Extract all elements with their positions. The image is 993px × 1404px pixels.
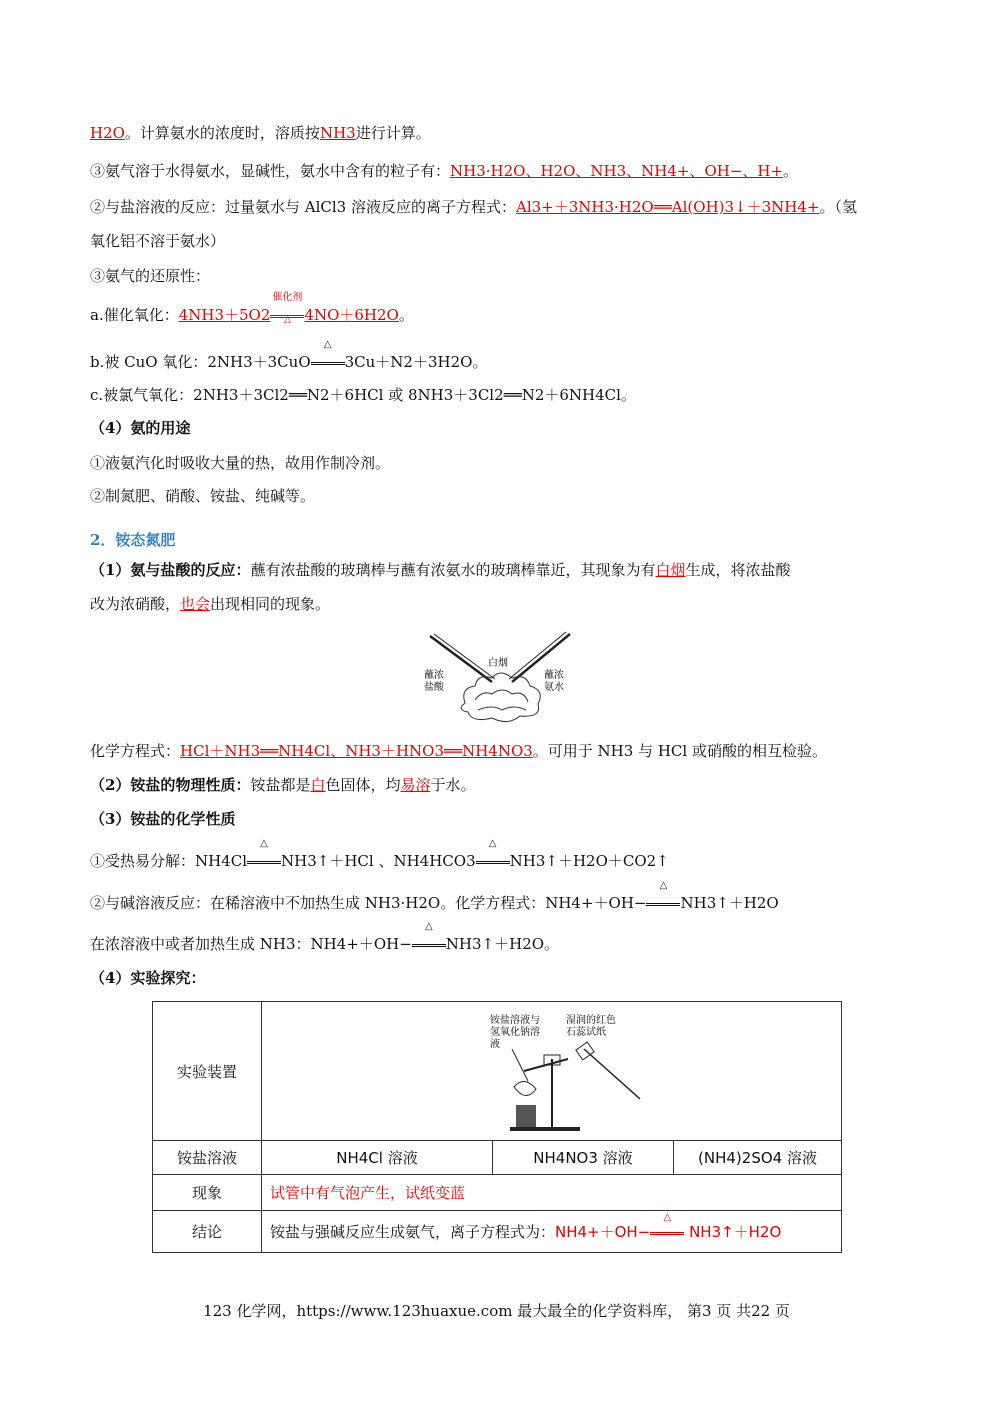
text: 在浓溶液中或者加热生成 NH3：NH4+＋OH− xyxy=(90,935,412,953)
table-cell: NH4Cl 溶液 xyxy=(262,1141,493,1175)
section-heading: （3）铵盐的化学性质 xyxy=(90,810,236,828)
text: b.被 CuO 氧化：2NH3＋3CuO xyxy=(90,353,311,371)
label-litmus: 湿润的红色 xyxy=(566,1014,616,1026)
text-line xyxy=(90,740,827,762)
answer: 白 xyxy=(310,776,326,794)
section-heading: 2．铵态氮肥 xyxy=(90,531,176,549)
reaction-arrow xyxy=(412,921,446,955)
page-footer: 123 化学网，https://www.123huaxue.com 最大最全的化学资料库， 第3 页 共22 页 xyxy=(203,1302,790,1320)
row-label: 现象 xyxy=(153,1175,262,1211)
text-line xyxy=(90,160,798,182)
reaction-arrow xyxy=(646,880,680,914)
text-line: ①液氨汽化时吸收大量的热，故用作制冷剂。 xyxy=(90,454,391,472)
subheading: （1）氨与盐酸的反应： xyxy=(90,561,251,579)
table-row xyxy=(153,1175,842,1211)
text: 铵盐与强碱反应生成氨气，离子方程式为： xyxy=(270,1223,556,1241)
text: a.催化氧化： xyxy=(90,306,179,324)
particle-list: NH3·H2O、H2O、NH3、NH4+、OH−、H+ xyxy=(450,162,784,180)
delta-label: △ xyxy=(663,1212,672,1223)
text: 生成，将浓盐酸 xyxy=(685,561,791,579)
text: 3Cu＋N2＋3H2O。 xyxy=(344,353,488,371)
experiment-table xyxy=(152,1001,842,1253)
text-line xyxy=(90,292,414,326)
table-row xyxy=(153,1211,842,1253)
row-label: 结论 xyxy=(153,1211,262,1253)
label-solution: 液 xyxy=(490,1038,500,1050)
reaction-arrow xyxy=(650,1212,684,1242)
apparatus-cell xyxy=(262,1002,842,1141)
text: 出现相同的现象。 xyxy=(210,595,331,613)
table-cell: NH4NO3 溶液 xyxy=(493,1141,674,1175)
row-label: 实验装置 xyxy=(153,1002,262,1141)
section-heading: （4）实验探究： xyxy=(90,969,206,987)
label-hcl: 蘸浓 xyxy=(424,670,444,681)
text: NH3↑＋H2O＋CO2↑ xyxy=(509,852,669,870)
label-litmus: 石蕊试纸 xyxy=(566,1026,606,1038)
text: 铵盐都是 xyxy=(250,776,311,794)
label-solution: 氢氧化钠溶 xyxy=(490,1026,540,1038)
label-smoke: 白烟 xyxy=(488,658,508,669)
answer: 也会 xyxy=(180,595,211,613)
reaction-arrow xyxy=(476,838,510,872)
catalyst-label: 催化剂 xyxy=(272,292,303,303)
text: 化学方程式： xyxy=(90,742,181,760)
text-line xyxy=(90,921,560,955)
delta-label: △ xyxy=(283,315,291,325)
reaction-arrow xyxy=(311,339,345,373)
reaction-arrow xyxy=(270,292,304,326)
text: 进行计算。 xyxy=(355,124,431,142)
text-line: ②制氮肥、硝酸、铵盐、纯碱等。 xyxy=(90,487,316,505)
label-ammonia: 氨水 xyxy=(544,682,564,693)
text: 。可用于 NH3 与 HCl 或硝酸的相互检验。 xyxy=(532,742,827,760)
text: ①受热易分解：NH4Cl xyxy=(90,852,248,870)
text: NH3↑＋H2O xyxy=(680,894,779,912)
ionic-equation: Al3+＋3NH3·H2O══Al(OH)3↓＋3NH4+ xyxy=(516,198,820,216)
text: 蘸有浓盐酸的玻璃棒与蘸有浓氨水的玻璃棒靠近，其现象为有 xyxy=(250,561,656,579)
delta-label: △ xyxy=(323,339,332,350)
table-row xyxy=(153,1002,842,1141)
white-smoke-figure xyxy=(420,628,590,728)
equation: NH4+＋OH− xyxy=(555,1223,651,1241)
text-line xyxy=(90,880,779,914)
text-line xyxy=(90,838,669,872)
text: 改为浓硝酸， xyxy=(90,595,181,613)
equation: NH3↑＋H2O xyxy=(684,1223,782,1241)
text-line xyxy=(90,774,476,796)
equation: HCl＋NH3══NH4Cl、NH3＋HNO3══NH4NO3 xyxy=(180,742,533,760)
reactants: 4NH3＋5O2 xyxy=(178,306,271,324)
reaction-arrow xyxy=(247,838,281,872)
formula: NH3 xyxy=(319,124,356,142)
answer: 白烟 xyxy=(655,561,686,579)
text: 。计算氨水的浓度时，溶质按 xyxy=(124,124,320,142)
text-line: 氧化铝不溶于氨水） xyxy=(90,232,226,250)
delta-label: △ xyxy=(659,880,668,891)
text: 色固体，均 xyxy=(325,776,401,794)
row-label: 铵盐溶液 xyxy=(153,1141,262,1175)
label-hcl: 盐酸 xyxy=(424,682,444,693)
text-line xyxy=(90,593,330,615)
section-heading: （4）氨的用途 xyxy=(90,419,191,437)
table-cell: (NH4)2SO4 溶液 xyxy=(674,1141,842,1175)
delta-label: △ xyxy=(260,838,268,849)
observation: 试管中有气泡产生，试纸变蓝 xyxy=(262,1175,842,1211)
label-solution: 铵盐溶液与 xyxy=(490,1014,540,1026)
text: 。（氢 xyxy=(819,198,857,216)
text-line xyxy=(90,122,431,144)
answer: 易溶 xyxy=(400,776,431,794)
table-row xyxy=(153,1141,842,1175)
text-line xyxy=(90,339,488,373)
text: ③氨气溶于水得氨水，显碱性，氨水中含有的粒子有： xyxy=(90,162,451,180)
subheading: （2）铵盐的物理性质： xyxy=(90,776,251,794)
text: NH3↑＋H2O。 xyxy=(445,935,560,953)
delta-label: △ xyxy=(488,838,497,849)
text-line: ③氨气的还原性： xyxy=(90,267,211,285)
equation-catalytic-oxidation xyxy=(178,292,399,325)
text-line xyxy=(90,196,857,218)
text: ②与碱溶液反应：在稀溶液中不加热生成 NH3·H2O。化学方程式：NH4+＋OH− xyxy=(90,894,647,912)
text: 于水。 xyxy=(430,776,476,794)
label-ammonia: 蘸浓 xyxy=(544,670,564,681)
text: 。 xyxy=(783,162,799,180)
formula: H2O xyxy=(90,124,125,142)
delta-label: △ xyxy=(424,921,433,932)
text-line xyxy=(90,559,791,581)
text-line: c.被氯气氧化：2NH3＋3Cl2══N2＋6HCl 或 8NH3＋3Cl2══N2＋6NH4Cl。 xyxy=(90,386,636,404)
text: NH3↑＋HCl 、NH4HCO3 xyxy=(281,852,476,870)
text: ②与盐溶液的反应：过量氨水与 AlCl3 溶液反应的离子方程式： xyxy=(90,198,516,216)
apparatus-figure xyxy=(480,1009,660,1134)
products: 4NO＋6H2O xyxy=(304,306,399,324)
conclusion xyxy=(262,1211,842,1253)
text: 。 xyxy=(398,306,414,324)
